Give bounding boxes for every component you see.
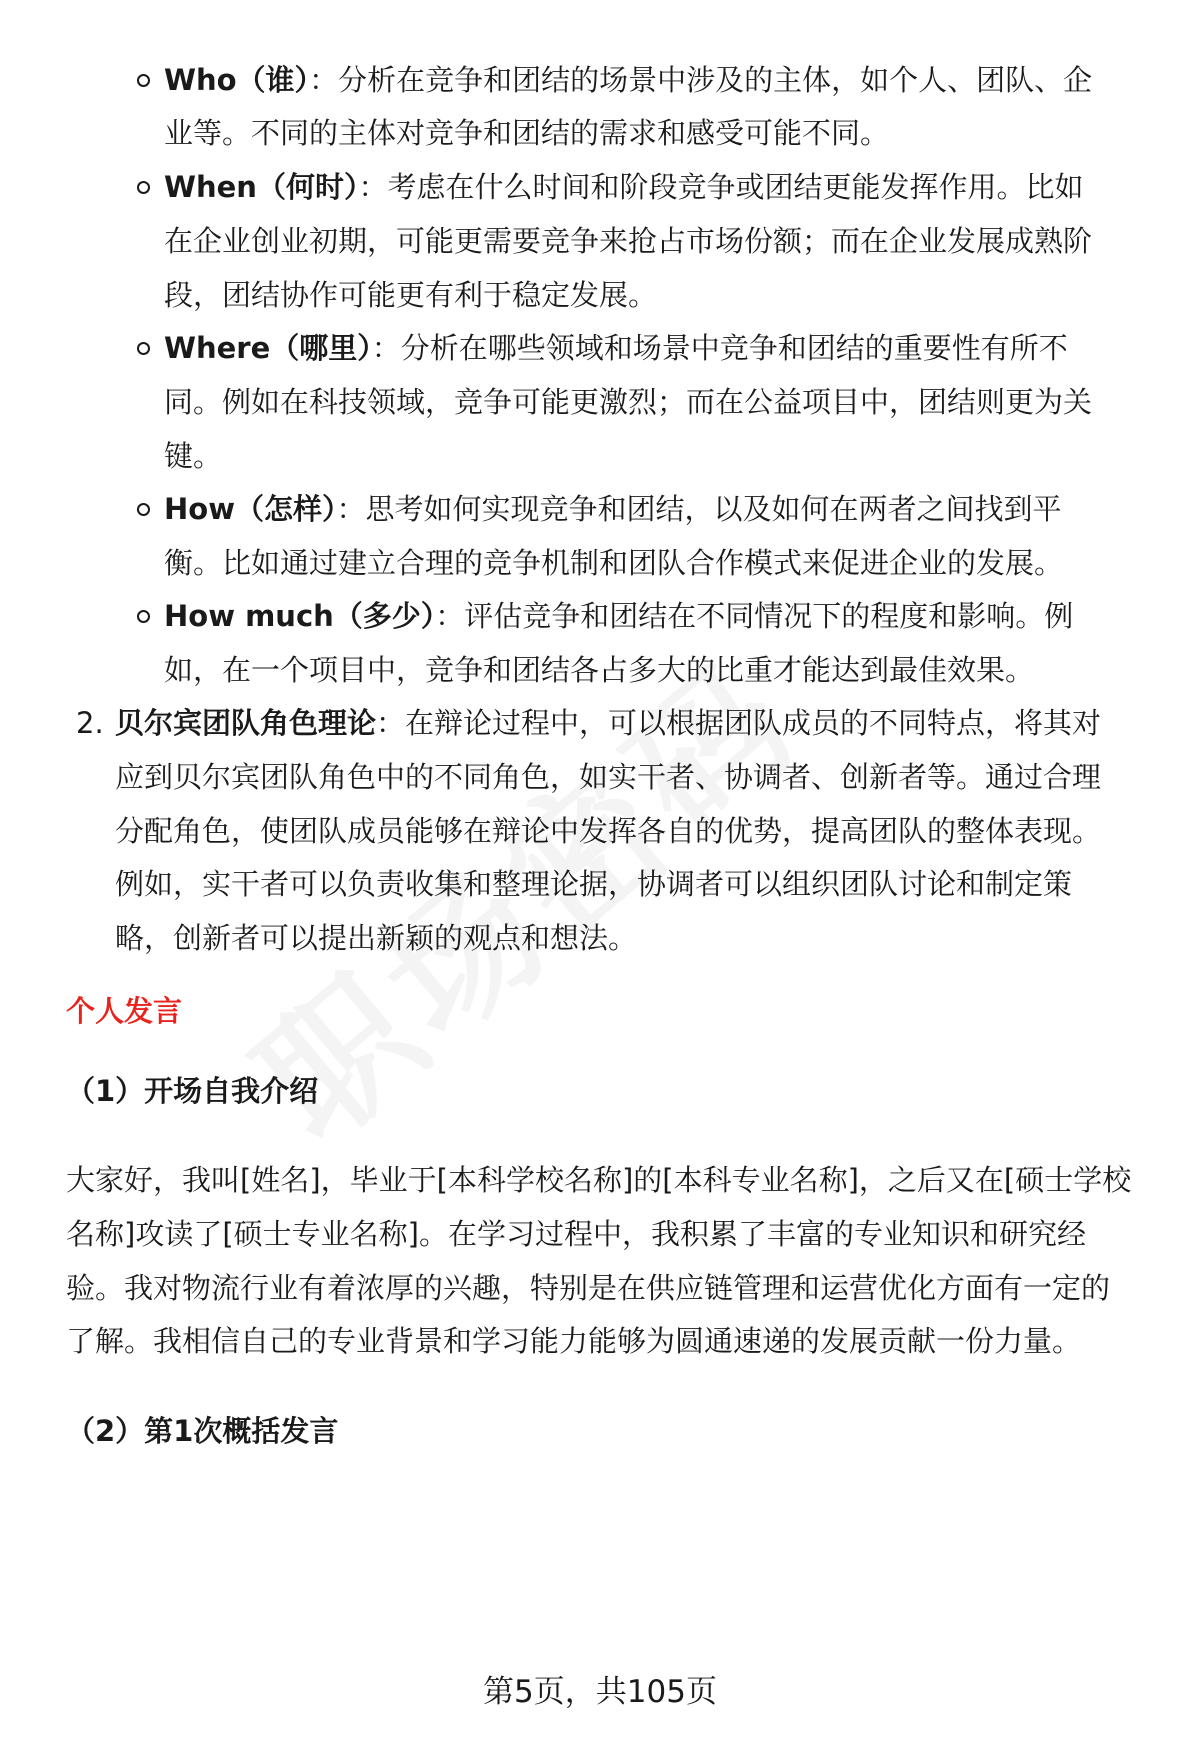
- bullet-term: When（何时）: [164, 170, 359, 204]
- bullet-where-line-2: 同。例如在科技领域，竞争可能更激烈；而在公益项目中，团结则更为关: [164, 385, 1093, 419]
- section-title: 个人发言: [66, 994, 183, 1028]
- bullet-howmuch-line-1: How much（多少）：评估竞争和团结在不同情况下的程度和影响。例: [164, 599, 1074, 633]
- paragraph-line-3: 验。我对物流行业有着浓厚的兴趣，特别是在供应链管理和运营优化方面有一定的: [66, 1271, 1111, 1305]
- bullet-circle-icon: [137, 342, 150, 355]
- bullet-circle-icon: [137, 74, 150, 87]
- numbered-item-line-2: 应到贝尔宾团队角色中的不同角色，如实干者、协调者、创新者等。通过合理: [115, 760, 1102, 794]
- bullet-term: Who（谁）: [164, 63, 310, 97]
- bullet-who-line-2: 业等。不同的主体对竞争和团结的需求和感受可能不同。: [164, 116, 890, 150]
- numbered-item-term: 贝尔宾团队角色理论: [115, 706, 377, 740]
- numbered-item-line-1: 贝尔宾团队角色理论：在辩论过程中，可以根据团队成员的不同特点，将其对: [115, 706, 1102, 740]
- paragraph-line-2: 名称]攻读了[硕士专业名称]。在学习过程中，我积累了丰富的专业知识和研究经: [66, 1217, 1086, 1251]
- bullet-term: Where（哪里）: [164, 331, 372, 365]
- bullet-term: How much（多少）: [164, 599, 436, 633]
- numbered-item-line-4: 例如，实干者可以负责收集和整理论据，协调者可以组织团队讨论和制定策: [115, 867, 1073, 901]
- bullet-term: How（怎样）: [164, 492, 337, 526]
- bullet-who-line-1: Who（谁）：分析在竞争和团结的场景中涉及的主体，如个人、团队、企: [164, 63, 1093, 97]
- bullet-circle-icon: [137, 503, 150, 516]
- bullet-how-line-1: How（怎样）：思考如何实现竞争和团结，以及如何在两者之间找到平: [164, 492, 1062, 526]
- bullet-when-line-3: 段，团结协作可能更有利于稳定发展。: [164, 278, 658, 312]
- bullet-circle-icon: [137, 181, 150, 194]
- bullet-circle-icon: [137, 610, 150, 623]
- bullet-where-line-3: 键。: [164, 439, 223, 473]
- numbered-item-line-5: 略，创新者可以提出新颖的观点和想法。: [115, 921, 638, 955]
- paragraph-line-4: 了解。我相信自己的专业背景和学习能力能够为圆通速递的发展贡献一份力量。: [66, 1324, 1082, 1358]
- bullet-when-line-1: When（何时）：考虑在什么时间和阶段竞争或团结更能发挥作用。比如: [164, 170, 1084, 204]
- bullet-when-line-2: 在企业创业初期，可能更需要竞争来抢占市场份额；而在企业发展成熟阶: [164, 224, 1093, 258]
- bullet-where-line-1: Where（哪里）：分析在哪些领域和场景中竞争和团结的重要性有所不: [164, 331, 1068, 365]
- bullet-howmuch-line-2: 如，在一个项目中，竞争和团结各占多大的比重才能达到最佳效果。: [164, 653, 1035, 687]
- page-footer: 第5页，共105页: [483, 1674, 717, 1710]
- bullet-how-line-2: 衡。比如通过建立合理的竞争机制和团队合作模式来促进企业的发展。: [164, 546, 1064, 580]
- subsection-title: （2）第1次概括发言: [66, 1414, 339, 1448]
- numbered-item-number: 2.: [76, 706, 104, 740]
- numbered-item-line-3: 分配角色，使团队成员能够在辩论中发挥各自的优势，提高团队的整体表现。: [115, 814, 1102, 848]
- subsection-title: （1）开场自我介绍: [66, 1074, 319, 1108]
- paragraph-line-1: 大家好，我叫[姓名]，毕业于[本科学校名称]的[本科专业名称]，之后又在[硕士学校: [66, 1163, 1132, 1197]
